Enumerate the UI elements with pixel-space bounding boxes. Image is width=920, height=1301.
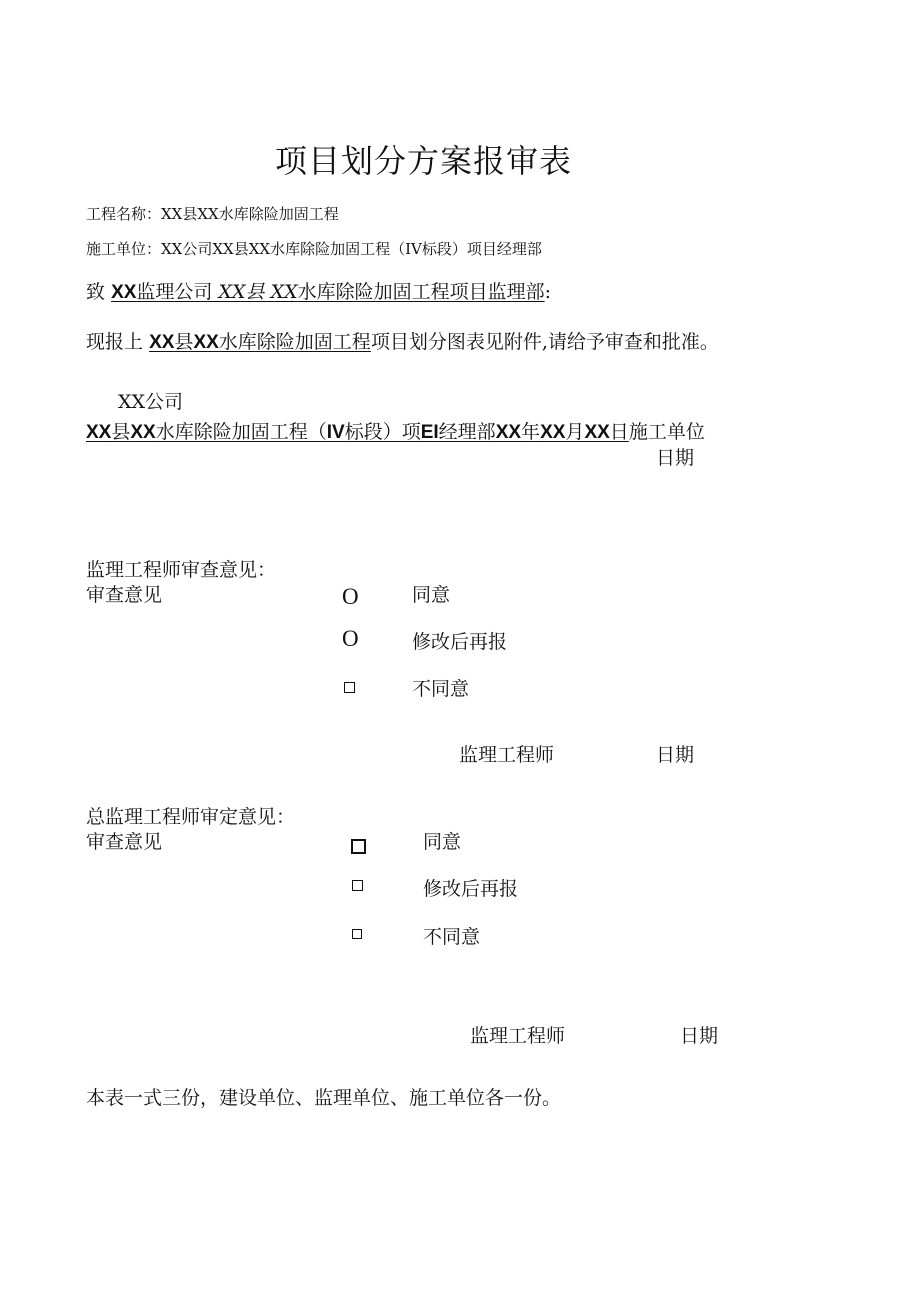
sig-date-f: 日	[609, 421, 629, 443]
report-xx2: XX	[193, 332, 219, 353]
engineer-option-agree: 同意	[412, 584, 451, 606]
checkbox-icon[interactable]	[352, 929, 362, 939]
report-mid2: 水库除险加固工程	[218, 331, 371, 353]
signature-company	[118, 387, 183, 414]
sig-g: EI	[420, 422, 439, 443]
signature-date-label: 日期	[656, 447, 695, 469]
chief-sign-label: 监理工程师	[470, 1025, 566, 1047]
report-xx1: XX	[149, 332, 175, 353]
addressee-part1: 监理公司	[136, 281, 213, 303]
sig-date-a: XX	[495, 422, 522, 443]
sig-a: XX	[86, 422, 112, 443]
sig-c: XX	[130, 422, 156, 443]
chief-review-heading: 总监理工程师审定意见：	[86, 806, 296, 828]
addressee-xx: XX	[111, 282, 137, 303]
sig-date-c: XX	[540, 422, 566, 443]
sig-date-e: XX	[584, 422, 610, 443]
addressee-colon: :	[544, 281, 552, 303]
sig-b: 县	[111, 421, 131, 443]
signature-unit-label: 施工单位	[628, 421, 705, 443]
checkbox-icon[interactable]	[344, 682, 355, 693]
sig-date-d: 月	[565, 421, 585, 443]
footer-note: 本表一式三份，建设单位、监理单位、施工单位各一份。	[86, 1087, 562, 1109]
checkbox-icon[interactable]	[351, 839, 366, 854]
sig-date-b: 年	[521, 421, 541, 443]
report-line	[86, 327, 719, 354]
engineer-sign-label: 监理工程师	[459, 744, 555, 766]
engineer-review-label: 审查意见	[86, 584, 163, 606]
chief-date-label: 日期	[680, 1025, 719, 1047]
project-name: 工程名称：XX县XX水库除险加固工程	[86, 205, 339, 223]
addressee-part2: 水库除险加固工程项目监理部	[297, 281, 545, 303]
chief-review-label: 审查意见	[86, 831, 163, 853]
chief-option-resubmit: 修改后再报	[423, 878, 519, 900]
sig-h: 经理部	[438, 421, 496, 443]
report-prefix: 现报上	[86, 331, 144, 353]
addressee-org	[111, 281, 545, 303]
signature-dept-line	[86, 417, 705, 444]
report-project	[149, 331, 371, 353]
sig-e: IV	[326, 422, 345, 443]
option-circle-icon[interactable]: O	[342, 626, 359, 651]
chief-option-agree: 同意	[423, 831, 462, 853]
checkbox-icon[interactable]	[352, 880, 363, 891]
engineer-review-heading: 监理工程师审查意见：	[86, 559, 277, 581]
engineer-option-disagree: 不同意	[412, 678, 470, 700]
sig-f: 标段）项	[344, 421, 421, 443]
engineer-date-label: 日期	[656, 744, 695, 766]
report-mid1: 县	[174, 331, 194, 353]
sig-d: 水库除险加固工程（	[155, 421, 327, 443]
contractor-name: 施工单位：XX公司XX县XX水库除险加固工程（IV标段）项目经理部	[86, 240, 542, 258]
report-suffix: 项目划分图表见附件,请给予审查和批准。	[370, 331, 719, 353]
option-circle-icon[interactable]: O	[342, 584, 359, 609]
signature-dept	[86, 421, 629, 443]
addressee-to: 致	[86, 281, 106, 303]
page-title: 项目划分方案报审表	[275, 142, 573, 180]
signature-company-text: XX公司	[118, 391, 184, 413]
addressee-xx-italic: XX县 XX	[218, 281, 298, 303]
addressee-line	[86, 277, 551, 304]
engineer-option-resubmit: 修改后再报	[412, 631, 508, 653]
chief-option-disagree: 不同意	[423, 926, 481, 948]
